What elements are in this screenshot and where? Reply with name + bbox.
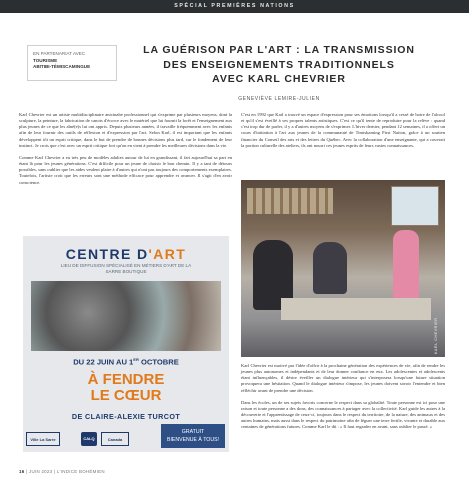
ad-subtitle: LIEU DE DIFFUSION SPÉCIALISÉ EN MÉTIERS D'ART DE LA SARRE BOUTIQUE xyxy=(60,263,192,274)
article-photo xyxy=(241,180,445,357)
ad-date-a: DU 22 JUIN AU 1 xyxy=(73,357,134,367)
footer-info: | JUIN 2023 | L'INDICE BOHÉMIEN xyxy=(24,469,105,474)
title-line-1: LA GUÉRISON PAR L'ART : LA TRANSMISSION xyxy=(143,44,415,56)
partner-name-2: ABITIBI-TÉMISCAMINGUE xyxy=(33,64,91,70)
ad-logo-canada: Canada xyxy=(101,432,129,446)
advertisement[interactable] xyxy=(23,236,229,452)
ad-date-sup: ER xyxy=(133,357,139,362)
section-banner: SPÉCIAL PREMIÈRES NATIONS xyxy=(0,0,469,13)
ad-show-line-2: LE CŒUR xyxy=(90,386,162,404)
column-right-top xyxy=(241,112,445,155)
article-author: GENEVIÈVE LEMIRE-JULIEN xyxy=(238,96,320,102)
page-footer xyxy=(19,469,105,474)
ad-artwork-image xyxy=(31,281,221,351)
ad-exhibition-title xyxy=(23,372,229,403)
paragraph: Karl Chevrier est motivé par l'idée d'offrir à la prochaine génération des expériences de vie, afin de rendre les jeunes plus autonomes et indépendants et de leur donner confiance en eux. Les adolescentes et adolescents étant influençables, il désire éveiller un dialogue intérieur qui s'interposera lorsqu'une future situation provoquera une hésitation. Quand le dialogue intérieur s'impose, les jeunes doivent savoir l'entendre et bien réfléchir avant de prendre une décision. xyxy=(241,363,445,393)
ad-logo-ville: Ville La Sarre xyxy=(26,432,60,446)
ad-title xyxy=(23,246,229,262)
photo-person xyxy=(313,242,347,294)
paragraph: Karl Chevrier est un artiste multidisciplinaire anicinabe professionnel qui s'exprime par plusieurs moyens, dont la sculpture, la peinture, la fabrication de canots d'écorce avec le matériel que lui fournit la forêt et l'enseignement aux plus jeunes de ce que les aîné(e)s lui ont appris. Depuis plusieurs années, il travaille fréquemment avec les enfants afin de leur fournir des outils de réflexion et d'expression par l'art. Selon Karl, il est important que les enfants développent tôt un esprit critique, dans le but de prendre de bonnes décisions plus tard, sur le fondement de leur instinct. Je crois que c'est avec un esprit critique fort qu'on en vient à prendre les meilleures décisions dans la vie. xyxy=(19,112,232,148)
photo-window xyxy=(391,186,439,226)
partner-name-1: TOURISME xyxy=(33,57,58,63)
ad-logo-calq: CALQ xyxy=(81,432,97,446)
page-number: 16 xyxy=(19,469,25,474)
column-left xyxy=(19,112,232,192)
ad-date xyxy=(23,357,229,367)
ad-date-b: OCTOBRE xyxy=(138,357,179,367)
photo-person xyxy=(393,230,419,305)
title-line-3: AVEC KARL CHEVRIER xyxy=(212,73,346,85)
paragraph: C'est en 1992 que Karl a trouvé un espace d'expression pour ses émotions lorsqu'il a cessé de boire de l'alcool et qu'il s'est éveillé à ses propres talents artistiques. C'est ce qu'il tente de reproduire pour la relève : quand c'est trop dur de parler, il y a d'autres moyens de s'exprimer. L'hiver dernier, pendant 12 semaines, il a offert un cours d'initiation à l'art aux jeunes de la communauté de Timiskaming First Nation, grâce à un soutien financier du Conseil des arts et des lettres du Québec. Avec la collaboration d'une enseignante, qui a couvrait la portion culturelle des ateliers, ils ont nourri ces jeunes esprits de leurs vastes connaissances. xyxy=(241,112,445,148)
ad-title-b: 'ART xyxy=(148,246,187,262)
paragraph: Dans les écoles, un de ses sujets favoris concerne le respect dans sa globalité. Toute personne est ici pour une raison et toute personne a des dons, des connaissances à partager avec la collectivité. Karl guide les autres à la découverte et l'apprentissage de ceux-ci, toujours dans le respect du territoire, de la nature, des animaux et des autres humains, mais aussi dans le respect du patrimoine afin de léguer une terre fertile, vivante et durable aux centaines de générations futures. Comme Karl le dit : « Il faut regarder en avant, sans oublier le passé. » xyxy=(241,399,445,430)
photo-shelf xyxy=(247,188,333,214)
partner-box xyxy=(27,45,117,81)
ad-cta-line-1: GRATUIT xyxy=(181,429,205,435)
article-title xyxy=(120,43,438,87)
paragraph: Comme Karl Chevrier a eu très peu de modèles adultes autour de lui en grandissant, il fait aujourd'hui sa part en étant là pour les jeunes générations. C'est difficile pour un jeune de choisir le bon chemin. Il y a tant de détours possibles, sans oublier que les aides veulent plaire à d'autres qui n'ont pas toujours des comportements exemplaires. Toutefois, l'artiste croit que les erreurs sont une méthode efficace pour apprendre et avancer. Il s'agit d'en avoir conscience. xyxy=(19,154,232,185)
column-right-bottom xyxy=(241,363,445,437)
title-line-2: DES ENSEIGNEMENTS TRADITIONNELS xyxy=(163,58,395,71)
ad-cta-line-2: BIENVENUE À TOUS! xyxy=(167,437,219,443)
ad-title-a: CENTRE D xyxy=(65,246,149,262)
photo-credit: KARL CHEVRIER xyxy=(434,317,438,354)
ad-artist: DE CLAIRE-ALEXIE TURCOT xyxy=(71,412,181,421)
photo-table xyxy=(281,298,431,320)
partner-label: EN PARTENARIAT AVEC xyxy=(33,51,86,56)
ad-cta[interactable] xyxy=(161,424,225,448)
ad-show-line-1: À FENDRE xyxy=(87,371,165,388)
